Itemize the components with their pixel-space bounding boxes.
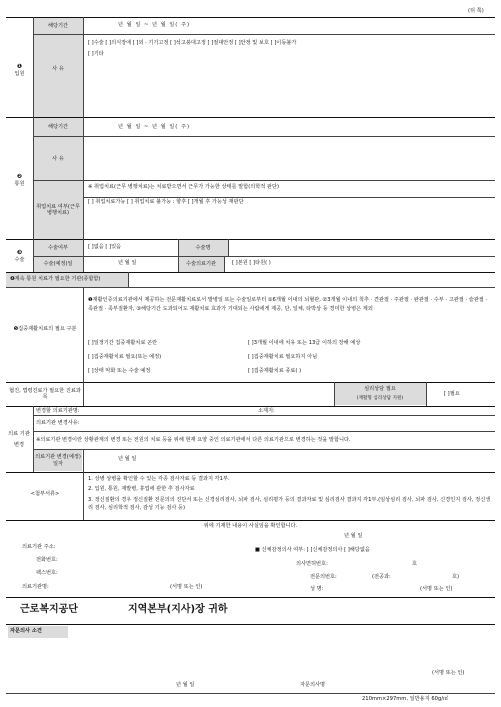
section2-reason-label: 사 유	[52, 155, 64, 162]
transfer-location-label: 소재지:	[258, 408, 275, 414]
recipient: 지역본부(지사)장 귀하	[128, 604, 228, 615]
section1-period-value: 년 월 일 ~ 년 월 일( 주)	[118, 22, 191, 28]
surgery-options[interactable]: [ ]없음 [ ]있음	[88, 244, 122, 250]
section5-text: ❶재활인증의료기관에서 제공하는 전문재활치료로서 발병일 또는 수술일로부터 ①6개월 이내의 뇌혈관, ②3개월 이내의 척추 · 견관절 · 주관절 · 완관절 · 수부 · 고관절 · 슬관절 · 족관절 · 족부질환자, ③해당기간 도과되어도 재활치료 효과가 기대되는 사람에게 제공, 단, 일체, 타박상 등 경미한 상병은 제외	[88, 297, 488, 312]
agency-phone-label: 전화번호:	[36, 557, 58, 563]
section3-marker	[6, 242, 33, 270]
section3-title: 수술	[14, 256, 25, 263]
section2-work-label: 취업치료 여부(근무 병행치료)	[36, 203, 80, 216]
section5-opt2[interactable]: [ ]3개월 이내에 치유 또는 13급 이하의 장해 예상	[248, 340, 361, 346]
transfer-note: ※의료기관 변경이란 상황관계의 변경 또는 전원의 치료 등을 위해 현재 요양 중인 의료기관에서 다른 의료기관으로 변경하는 것을 말합니다.	[36, 437, 351, 443]
advisor-opinion-label: 자문의사 소견	[10, 628, 42, 634]
section1-number: ❶	[16, 63, 23, 70]
section1-reason-line2[interactable]: [ ]기타	[88, 51, 104, 57]
section1-marker	[6, 55, 33, 85]
page-label: (뒤 쪽)	[468, 8, 484, 14]
transfer-reason-label: 의료기관 변경사유:	[36, 420, 80, 426]
section5-opt6[interactable]: [ ]집중재활치료 종료( )	[248, 368, 302, 374]
doctor-name-label: 성 명:	[310, 586, 324, 592]
section6-label: 협진, 법령진료가 필요한 진료과목	[9, 387, 81, 400]
attachments-item2: 2. 입원, 통원, 재발병, 휴업에 관한 추 검사자료	[88, 486, 195, 492]
section5-opt3[interactable]: [ ]집중재활치료 필요(또는 예정)	[88, 354, 162, 360]
advisor-sign-note: (서명 또는 인)	[432, 670, 465, 676]
agency-fax-label: 팩스번호:	[36, 570, 58, 576]
section5-opt1[interactable]: [ ]일정기간 집중재활치료 곤란	[88, 340, 158, 346]
surgery-date-value: 년 월 일	[118, 260, 137, 266]
specialist-field: (전공과:	[372, 574, 391, 580]
section5-opt4[interactable]: [ ]집중재활치료 필요하지 아님	[248, 354, 318, 360]
agency-address-label: 의료기관 주소:	[22, 544, 56, 550]
license-type[interactable]: ■ 신체감정의사 여부: [ ]신체감정의사 [ ]해당없음	[255, 547, 370, 553]
bottom-date: 년 월 일	[176, 682, 195, 688]
section5-label: ❺집중재활치료의 필요 구분	[13, 325, 77, 332]
section2-work-line1: ※ 취업치료(근무 병행치료)는 치료받으면서 근무가 가능한 상태를 말함(의학적 판단)	[88, 184, 280, 190]
counsel-option[interactable]: [ ]필요	[444, 391, 460, 397]
bottom-advisor-label: 자문의사명	[300, 682, 326, 688]
org-name: 근로복지공단	[20, 604, 78, 615]
section1-reason-label: 사 유	[52, 65, 64, 72]
attachments-label: <첨부서류>	[30, 490, 60, 497]
signature-date: 년 월 일	[344, 533, 363, 539]
surgery-agency-label: 수술의료기관	[185, 260, 217, 267]
specialist-label: 전문의번호:	[310, 574, 337, 580]
section1-reason-line1[interactable]: [ ]수술 [ ]의식장애 [ ]외 · 기기고정 [ ]석고붕대고정 [ ]절대안정 [ ]안정 및 보호 [ ]이동불가	[88, 40, 297, 46]
section2-number: ❷	[16, 173, 23, 180]
surgery-label: 수술여부	[47, 244, 69, 251]
section2-title: 통원	[14, 180, 25, 187]
section2-period-label: 해당기간	[47, 124, 69, 131]
section1-title: 입원	[14, 70, 25, 77]
section2-marker	[6, 165, 33, 195]
surgery-date-label: 수술(예정)일	[43, 260, 73, 267]
section3-number: ❸	[16, 249, 23, 256]
surgery-agency-options[interactable]: [ ]본원 [ ]타원( )	[232, 260, 271, 266]
transfer-agency-label: 변경할 의료기관명:	[36, 408, 80, 414]
certification-text: 위에 기재한 내용이 사실임을 확인합니다.	[203, 523, 298, 529]
section1-period-label: 해당기간	[47, 22, 69, 29]
section4-header: ❹계속 통원 치료가 필요한 기관(종합함)	[10, 276, 101, 282]
doctor-sign-note: (서명 또는 인)	[420, 586, 453, 592]
surgery-name-label: 수술명	[195, 244, 211, 251]
specialist-suffix: 호)	[452, 574, 460, 580]
transfer-date-value: 년 월 일	[118, 456, 137, 462]
license-number-label: 의사면허번호:	[296, 561, 328, 567]
paper-spec: 210mm×297mm, 일반용지 60g/㎡	[362, 696, 449, 702]
counsel-label: 심리상담 필요	[364, 386, 396, 392]
section5-opt5[interactable]: [ ]상태 악화 또는 수술 예정	[88, 368, 151, 374]
attachments-item3: 3. 정신질환의 경우 정신질환 전문의의 진단서 또는 신경심리검사, 뇌파 검사, 심리평가 등의 결과자료 및 심리검사 결과지 각1부.(임상심리 검사, 뇌파 검사, 신경인지 검사, 정신생리 검사, 심리학적 검사, 감성 기능 검사 등)	[88, 497, 491, 512]
transfer-date-label: 의료기관 변경(예정)일자	[35, 454, 81, 467]
license-number-suffix: 호	[412, 561, 418, 567]
section2-work-line2[interactable]: [ ] 취업치료가능 [ ] 취업치료 불가능 : 향후 [ ]개월 후 가능성 재판단	[88, 199, 244, 205]
section2-period-value: 년 월 일 ~ 년 월 일( 주)	[118, 124, 191, 130]
agency-sign-note: (서명 또는 인)	[170, 584, 203, 590]
agency-name-label: 의료기관명:	[22, 584, 49, 590]
transfer-side-label: 의료 기관 변경	[8, 430, 30, 448]
attachments-item1: 1. 상병 상병을 확인할 수 있는 각종 검사자료 등 결과지 각1부.	[88, 476, 230, 482]
counsel-sub: (재활형 심리상담 지원)	[356, 396, 404, 401]
